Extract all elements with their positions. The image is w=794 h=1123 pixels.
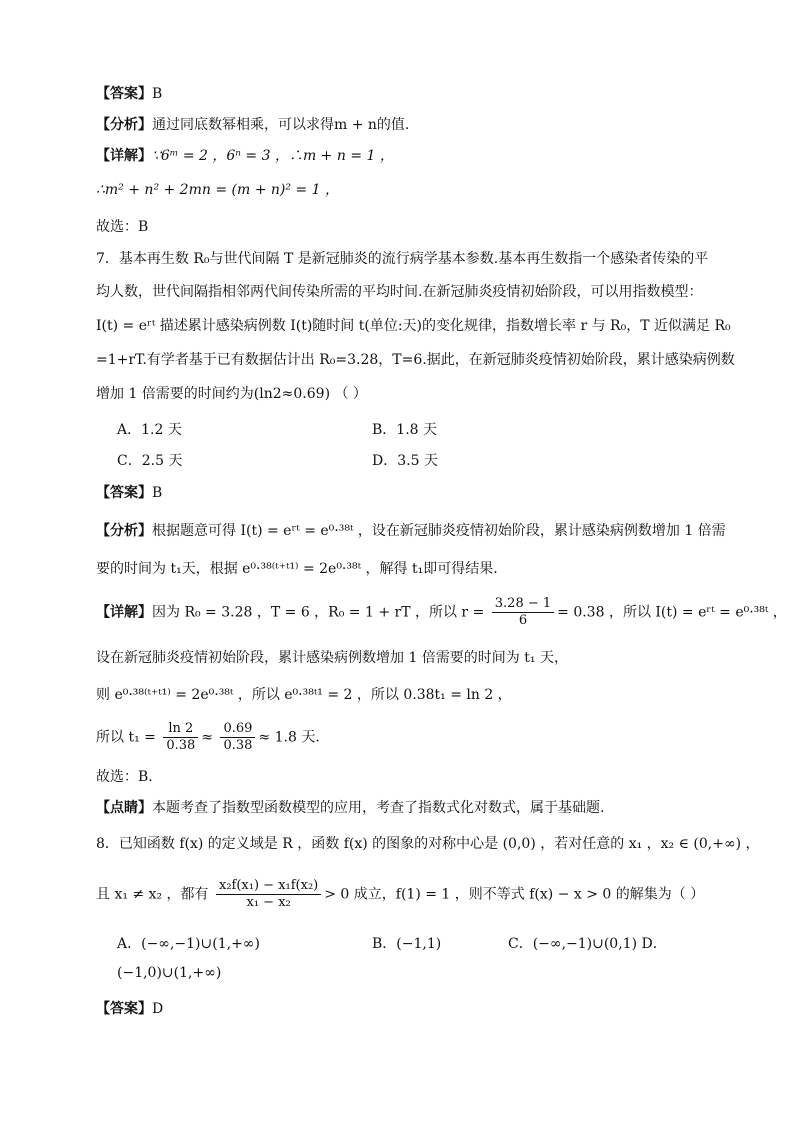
analysis-tag: 【分析】 (96, 117, 152, 133)
q7-option-c: C．2.5 天 (117, 453, 183, 469)
answer-value: B (152, 86, 163, 102)
answer-tag: 【答案】 (96, 1001, 152, 1017)
fraction-denominator: 6 (518, 613, 528, 628)
q7-option-b: B．1.8 天 (372, 422, 438, 438)
q8-stem-text: 且 x₁ ≠ x₂ ，都有 (96, 886, 209, 903)
q8-stem-text: > 0 成立，f(1) = 1 ，则不等式 f(x) − x > 0 的解集为（ ） (324, 886, 705, 903)
fraction-denominator: 0.38 (166, 738, 196, 753)
detail-formula: ≈ 1.8 天. (258, 729, 320, 746)
detail-line-q7-4 (96, 721, 320, 754)
answer-tag: 【答案】 (96, 86, 152, 102)
fraction-ln2 (163, 721, 198, 754)
detail-line-q7-2 (96, 649, 568, 667)
q8-stem-line-1 (96, 835, 760, 853)
detail-line-q6-1 (96, 147, 394, 165)
q7-stem-text: 均人数，世代间隔指相邻两代间传染所需的平均时间.在新冠肺炎疫情初始阶段，可以用指数模型： (96, 284, 703, 300)
detail-line-q7-3 (96, 686, 512, 704)
approx-sign: ≈ (201, 729, 214, 746)
fraction-r (492, 596, 554, 629)
choose-text: 故选：B. (96, 769, 153, 785)
answer-line-q6 (96, 85, 162, 103)
q7-stem-line-4 (96, 351, 735, 369)
q7-stem-text: I(t) = eʳᵗ 描述累计感染病例数 I(t)随时间 t(单位:天)的变化规律，指数增长率 r 与 R₀，T 近似满足 R₀ (96, 318, 731, 334)
choose-text: 故选：B (96, 219, 149, 235)
fraction-numerator: 0.69 (220, 721, 255, 738)
analysis-tag: 【分析】 (96, 523, 152, 539)
point-line-q7 (96, 799, 604, 817)
q7-stem-line-2 (96, 283, 702, 301)
detail-formula: 因为 R₀ = 3.28 ，T = 6 ，R₀ = 1 + rT ，所以 r = (152, 604, 485, 621)
answer-line-q8 (96, 1000, 163, 1018)
q7-stem-line-3 (96, 317, 731, 335)
detail-line-q7-1 (96, 596, 787, 629)
q7-stem-text: 增加 1 倍需要的时间约为(ln2≈0.69) （ ） (96, 386, 367, 402)
fraction-numerator: x₂f(x₁) − x₁f(x₂) (216, 878, 321, 895)
q7-stem-text: 7．基本再生数 R₀与世代间隔 T 是新冠肺炎的流行病学基本参数.基本再生数指一个感染者传染的平 (96, 251, 709, 267)
analysis-line-q6 (96, 116, 409, 134)
detail-formula: ∵6ᵐ = 2 ，6ⁿ = 3 ，∴m + n = 1 ， (152, 148, 394, 164)
q7-stem-line-1 (96, 250, 708, 268)
detail-line-q6-2 (96, 181, 339, 199)
choose-line-q6 (96, 218, 148, 236)
q7-stem-line-5 (96, 385, 367, 403)
detail-tag: 【详解】 (96, 148, 152, 164)
analysis-line-q7-2 (96, 560, 498, 578)
q7-option-d: D．3.5 天 (372, 453, 438, 469)
fraction-denominator: x₁ − x₂ (246, 895, 291, 910)
detail-tag: 【详解】 (96, 604, 152, 621)
q8-option-c: C．(−∞,−1)∪(0,1) D． (508, 936, 667, 952)
q7-option-a: A．1.2 天 (117, 422, 182, 438)
analysis-text: 通过同底数幂相乘，可以求得m + n的值. (152, 117, 410, 133)
detail-formula: = 0.38 ，所以 I(t) = eʳᵗ = e⁰·³⁸ᵗ ， (557, 604, 787, 621)
analysis-text: 要的时间为 t₁天，根据 e⁰·³⁸⁽ᵗ⁺ᵗ¹⁾ = 2e⁰·³⁸ᵗ ，解得 t₁即可得结果. (96, 561, 498, 577)
detail-text: 设在新冠肺炎疫情初始阶段，累计感染病例数增加 1 倍需要的时间为 t₁ 天， (96, 650, 568, 666)
detail-formula: 则 e⁰·³⁸⁽ᵗ⁺ᵗ¹⁾ = 2e⁰·³⁸ᵗ ，所以 e⁰·³⁸ᵗ¹ = 2 ，所以 0.38t₁ = ln 2 ， (96, 687, 512, 703)
q8-option-d: (−1,0)∪(1,+∞) (117, 965, 222, 981)
detail-formula: ∴m² + n² + 2mn = (m + n)² = 1 ， (96, 182, 339, 198)
answer-value: B (152, 485, 163, 501)
analysis-text: 根据题意可得 I(t) = eʳᵗ = e⁰·³⁸ᵗ ，设在新冠肺炎疫情初始阶段，累计感染病例数增加 1 倍需 (152, 523, 726, 539)
fraction-numerator: 3.28 − 1 (492, 596, 554, 613)
analysis-line-q7-1 (96, 522, 726, 540)
detail-formula: 所以 t₁ = (96, 729, 156, 746)
fraction-denominator: 0.38 (223, 738, 253, 753)
answer-value: D (152, 1001, 164, 1017)
fraction-condition (216, 878, 321, 911)
point-text: 本题考查了指数型函数模型的应用，考查了指数式化对数式，属于基础题. (152, 800, 605, 816)
fraction-value (220, 721, 255, 754)
q8-stem-text: 8．已知函数 f(x) 的定义域是 R ，函数 f(x) 的图象的对称中心是 (0,0) ，若对任意的 x₁ ，x₂ ∈ (0,+∞) ， (96, 836, 760, 852)
choose-line-q7 (96, 768, 153, 786)
fraction-numerator: ln 2 (163, 721, 198, 738)
q8-stem-line-2 (96, 878, 704, 911)
answer-line-q7 (96, 484, 162, 502)
q7-stem-text: =1+rT.有学者基于已有数据估计出 R₀=3.28，T=6.据此，在新冠肺炎疫情初始阶段，累计感染病例数 (96, 352, 735, 368)
point-tag: 【点睛】 (96, 800, 152, 816)
q8-option-a: A．(−∞,−1)∪(1,+∞) (117, 936, 260, 952)
q8-option-b: B．(−1,1) (372, 936, 442, 952)
answer-tag: 【答案】 (96, 485, 152, 501)
